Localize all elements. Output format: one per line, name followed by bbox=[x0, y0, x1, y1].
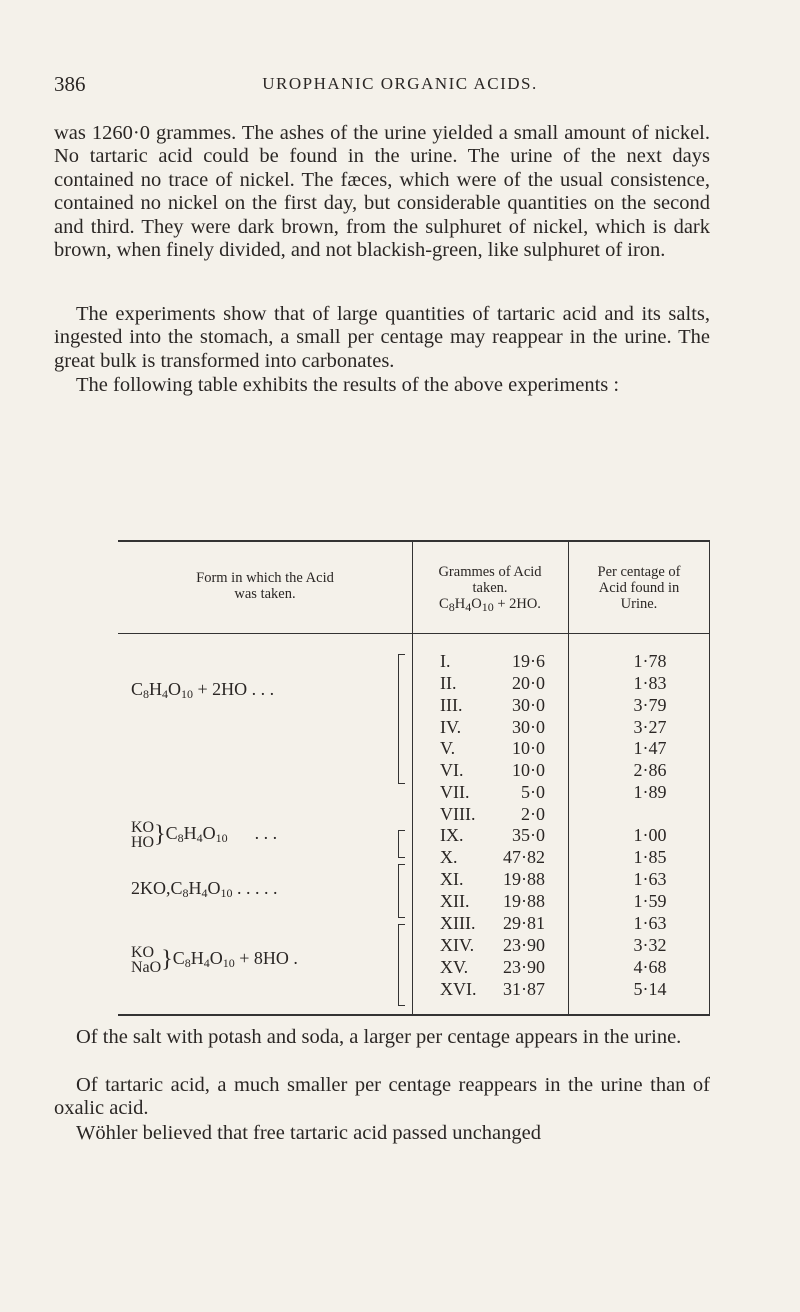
group-3-formula: $2KO,C_8H_4O_{10}$ . . . . . bbox=[131, 878, 278, 900]
row-6-no: VI. bbox=[440, 760, 464, 780]
page-number: 386 bbox=[54, 72, 86, 96]
row-7-grammes: 5·0 bbox=[521, 782, 545, 802]
row-11-percent: 1·63 bbox=[633, 869, 667, 889]
row-5-grammes: 10·0 bbox=[512, 738, 545, 758]
row-16-grammes: 31·87 bbox=[503, 979, 545, 999]
group-2-bottom: HO bbox=[131, 834, 155, 851]
row-11-no: XI. bbox=[440, 869, 464, 889]
header-grammes bbox=[412, 564, 568, 615]
paragraph-4: Of the salt with potash and soda, a larger per centage appears in the urine. bbox=[76, 1026, 682, 1048]
row-1-no: I. bbox=[440, 651, 451, 671]
row-9-grammes: 35·0 bbox=[512, 825, 545, 845]
row-16-percent: 5·14 bbox=[633, 979, 667, 999]
group-3-prefix: 2KO, bbox=[131, 878, 171, 898]
row-5-no: V. bbox=[440, 738, 456, 758]
header-grammes-line2: taken. bbox=[472, 580, 508, 596]
group-1-formula: $C_8H_4O_{10} + 2HO$ . . . bbox=[131, 679, 275, 701]
row-3-grammes: 30·0 bbox=[512, 695, 545, 715]
group-3-brace bbox=[398, 864, 405, 918]
row-2-no: II. bbox=[440, 673, 457, 693]
paragraph-1: was 1260·0 grammes. The ashes of the urine yielded a small amount of nickel. No tartaric acid could be found in the urine. The urine of the next days contained no trace of nickel. The fæces, which were of the usual consistence, contained no nickel on the first day, but considerable quantities on the second and third. They were dark brown, from the sulphuret of nickel, which is dark brown, when finely divided, and not blackish-green, like sulphuret of iron. bbox=[54, 122, 710, 262]
row-4-percent: 3·27 bbox=[633, 717, 667, 737]
row-6-grammes: 10·0 bbox=[512, 760, 545, 780]
row-2-percent: 1·83 bbox=[633, 673, 667, 693]
row-3-no: III. bbox=[440, 695, 463, 715]
group-4-top: KO bbox=[131, 944, 155, 961]
paragraph-5: Of tartaric acid, a much smaller per centage reappears in the urine than of oxalic acid. bbox=[54, 1074, 710, 1120]
row-6-percent: 2·86 bbox=[633, 760, 667, 780]
row-4-grammes: 30·0 bbox=[512, 717, 545, 737]
row-16-no: XVI. bbox=[440, 979, 477, 999]
row-8-grammes: 2·0 bbox=[521, 804, 545, 824]
row-5-percent: 1·47 bbox=[633, 738, 667, 758]
group-3-tail: . . . . . bbox=[237, 878, 278, 898]
row-14-no: XIV. bbox=[440, 935, 475, 955]
row-3-percent: 3·79 bbox=[633, 695, 667, 715]
header-form bbox=[118, 570, 412, 602]
row-15-grammes: 23·90 bbox=[503, 957, 545, 977]
row-14-percent: 3·32 bbox=[633, 935, 667, 955]
table-bottom-rule bbox=[118, 1014, 710, 1016]
row-7-no: VII. bbox=[440, 782, 470, 802]
row-4-no: IV. bbox=[440, 717, 462, 737]
row-10-percent: 1·85 bbox=[633, 847, 667, 867]
row-15-percent: 4·68 bbox=[633, 957, 667, 977]
row-9-percent: 1·00 bbox=[633, 825, 667, 845]
row-10-no: X. bbox=[440, 847, 458, 867]
group-2-top: KO bbox=[131, 819, 155, 836]
group-2-brace bbox=[398, 830, 405, 858]
row-9-no: IX. bbox=[440, 825, 464, 845]
paragraph-6: Wöhler believed that free tartaric acid passed unchanged bbox=[76, 1122, 542, 1144]
table-top-rule bbox=[118, 540, 710, 542]
header-percent-line2: Acid found in bbox=[598, 580, 680, 596]
group-2-tail: . . . bbox=[254, 823, 278, 844]
header-grammes-formula-tail: + 2HO. bbox=[497, 596, 541, 612]
row-11-grammes: 19·88 bbox=[503, 869, 545, 889]
paragraph-2: The experiments show that of large quantities of tartaric acid and its salts, ingested into the stomach, a small per centage may reappear in the urine. The great bulk is transformed into carbonates. bbox=[54, 303, 710, 372]
group-4-bottom: NaO bbox=[131, 959, 162, 976]
header-form-line2: was taken. bbox=[234, 586, 296, 602]
group-4-tail: + 8HO . bbox=[239, 948, 298, 969]
row-1-grammes: 19·6 bbox=[512, 651, 545, 671]
table-header-rule bbox=[118, 633, 710, 634]
header-form-line1: Form in which the Acid bbox=[196, 570, 334, 586]
group-1-tail: + 2HO . . . bbox=[197, 679, 275, 699]
header-percent-line3: Urine. bbox=[620, 596, 658, 612]
group-4-brace bbox=[398, 924, 405, 1006]
row-12-no: XII. bbox=[440, 891, 470, 911]
row-1-percent: 1·78 bbox=[633, 651, 667, 671]
row-2-grammes: 20·0 bbox=[512, 673, 545, 693]
row-8-no: VIII. bbox=[440, 804, 476, 824]
header-percent bbox=[568, 564, 710, 612]
row-15-no: XV. bbox=[440, 957, 469, 977]
row-10-grammes: 47·82 bbox=[503, 847, 545, 867]
header-grammes-line1: Grammes of Acid bbox=[438, 564, 542, 580]
paragraph-3: The following table exhibits the results of the above experiments : bbox=[76, 374, 620, 396]
row-12-grammes: 19·88 bbox=[503, 891, 545, 911]
row-13-grammes: 29·81 bbox=[503, 913, 545, 933]
group-2-formula: KO $HO\}C_8H_4O_{10}$ . . . bbox=[131, 819, 278, 851]
row-13-no: XIII. bbox=[440, 913, 476, 933]
row-13-percent: 1·63 bbox=[633, 913, 667, 933]
group-1-brace bbox=[398, 654, 405, 784]
header-grammes-formula: $C_8H_4O_{10} + 2HO$. bbox=[439, 596, 541, 614]
header-percent-line1: Per centage of bbox=[597, 564, 681, 580]
running-title: UROPHANIC ORGANIC ACIDS. bbox=[262, 74, 538, 93]
row-14-grammes: 23·90 bbox=[503, 935, 545, 955]
row-12-percent: 1·59 bbox=[633, 891, 667, 911]
group-4-formula: KO $NaO\}C_8H_4O_{10} + 8HO$ . bbox=[131, 944, 298, 976]
row-7-percent: 1·89 bbox=[633, 782, 667, 802]
